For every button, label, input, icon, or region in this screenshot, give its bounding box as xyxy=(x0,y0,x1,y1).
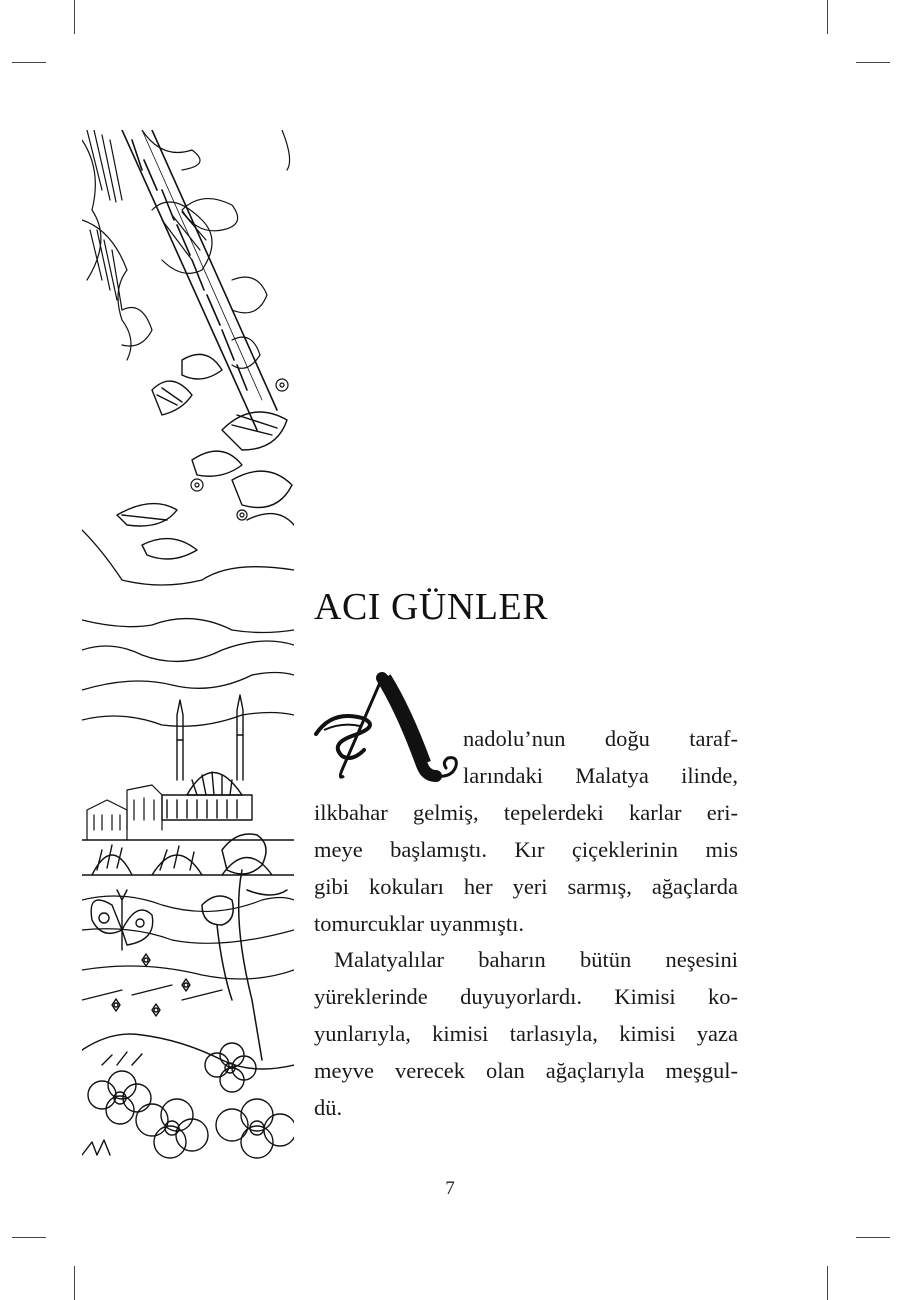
tree-trunk xyxy=(122,130,277,430)
text-line: meye başlamıştı. Kır çiçeklerinin mis xyxy=(314,837,738,862)
text-line: yüreklerinde duyuyorlardı. Kimisi ko- xyxy=(314,984,738,1009)
mosque xyxy=(162,695,252,820)
drop-cap-letter-art xyxy=(312,670,462,790)
crop-mark xyxy=(827,0,828,34)
crop-mark xyxy=(74,0,75,34)
crop-mark xyxy=(74,1266,75,1300)
text-line: larındaki Malatya ilinde, xyxy=(463,763,738,788)
hills xyxy=(82,530,294,726)
page-number: 7 xyxy=(445,1178,455,1199)
chapter-title: ACI GÜNLER xyxy=(314,586,549,628)
crop-mark xyxy=(856,1237,890,1238)
leaf-cluster xyxy=(117,354,294,559)
drop-cap xyxy=(312,670,462,790)
crop-mark xyxy=(12,62,46,63)
text-line: Malatyalılar baharın bütün neşesini xyxy=(334,947,738,972)
bridge xyxy=(82,840,294,875)
text-line: yunlarıyla, kimisi tarlasıyla, kimisi yaza xyxy=(314,1021,738,1046)
text-line: gibi kokuları her yeri sarmış, ağaçlarda xyxy=(314,874,738,899)
crop-mark xyxy=(827,1266,828,1300)
paragraph-1-head xyxy=(463,720,738,794)
text-line: nadolu’nun doğu taraf- xyxy=(463,726,738,751)
text-line: ilkbahar gelmiş, tepelerdeki karlar eri- xyxy=(314,800,738,825)
chapter-illustration xyxy=(82,130,294,1162)
poppies xyxy=(202,834,287,1060)
crop-mark xyxy=(856,62,890,63)
houses xyxy=(87,785,162,840)
text-line: tomurcuklar uyanmıştı. xyxy=(314,911,524,936)
paragraph-1-body xyxy=(314,794,738,942)
crop-mark xyxy=(12,1237,46,1238)
paragraph-2 xyxy=(314,941,738,1126)
large-flower xyxy=(88,1071,151,1124)
text-line: dü. xyxy=(314,1095,343,1120)
text-line: meyve verecek olan ağaçlarıyla meşgul- xyxy=(314,1058,738,1083)
meadow-flowers xyxy=(82,954,294,1158)
large-flower xyxy=(216,1099,294,1158)
